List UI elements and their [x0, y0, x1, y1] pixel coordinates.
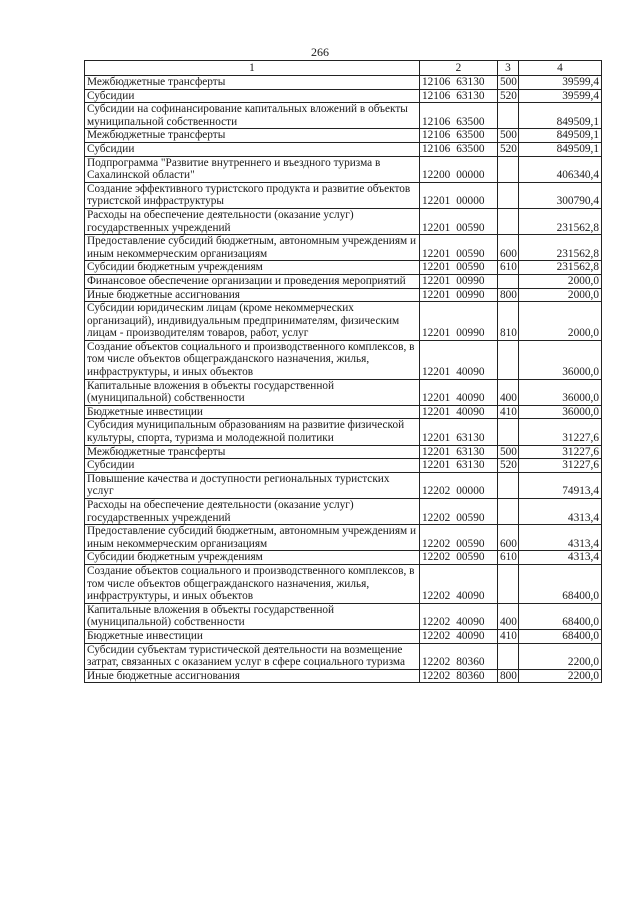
row-code-cell — [420, 405, 498, 419]
row-amount-cell: 4313,4 — [519, 551, 602, 565]
direction-code: 00990 — [456, 327, 485, 340]
row-code-cell — [420, 499, 498, 525]
table-row — [85, 405, 602, 419]
table-row — [85, 603, 602, 629]
table-row — [85, 208, 602, 234]
table-row — [85, 235, 602, 261]
direction-code: 00000 — [456, 195, 485, 208]
program-code: 12202 — [422, 537, 451, 550]
table-row — [85, 669, 602, 683]
row-type-cell: 520 — [498, 142, 519, 156]
program-code: 12202 — [422, 590, 451, 603]
direction-code: 00990 — [456, 274, 485, 287]
row-type-cell: 600 — [498, 235, 519, 261]
table-row — [85, 288, 602, 302]
program-code: 12201 — [422, 459, 451, 472]
row-type-cell: 500 — [498, 445, 519, 459]
direction-code: 00590 — [456, 247, 485, 260]
header-row — [85, 61, 602, 76]
row-code-cell — [420, 235, 498, 261]
row-name-cell: Предоставление субсидий бюджетным, автономным учреждениям и иным некоммерческим организациям — [85, 525, 420, 551]
row-type-cell — [498, 274, 519, 288]
table-row — [85, 379, 602, 405]
header-cell-type: 3 — [498, 61, 519, 76]
table-row — [85, 564, 602, 603]
row-code-cell — [420, 379, 498, 405]
row-name-cell: Субсидии юридическим лицам (кроме некоммерческих организаций), индивидуальным предпринимателям, физическим лицам - производителям товаров, работ, услуг — [85, 302, 420, 341]
table-row — [85, 129, 602, 143]
table-row — [85, 643, 602, 669]
row-amount-cell: 2000,0 — [519, 288, 602, 302]
row-type-cell: 610 — [498, 551, 519, 565]
row-amount-cell: 849509,1 — [519, 103, 602, 129]
row-code-cell — [420, 129, 498, 143]
direction-code: 80360 — [456, 669, 485, 682]
row-type-cell: 410 — [498, 629, 519, 643]
row-name-cell: Капитальные вложения в объекты государственной (муниципальной) собственности — [85, 379, 420, 405]
row-amount-cell: 231562,8 — [519, 208, 602, 234]
direction-code: 40090 — [456, 629, 485, 642]
row-code-cell — [420, 459, 498, 473]
program-code: 12201 — [422, 247, 451, 260]
row-type-cell — [498, 208, 519, 234]
program-code: 12106 — [422, 89, 451, 102]
program-code: 12201 — [422, 366, 451, 379]
row-amount-cell: 31227,6 — [519, 459, 602, 473]
row-amount-cell: 4313,4 — [519, 499, 602, 525]
row-amount-cell: 2000,0 — [519, 302, 602, 341]
row-type-cell — [498, 643, 519, 669]
table-row — [85, 103, 602, 129]
row-name-cell: Иные бюджетные ассигнования — [85, 288, 420, 302]
table-row — [85, 76, 602, 90]
row-name-cell: Межбюджетные трансферты — [85, 129, 420, 143]
direction-code: 40090 — [456, 366, 485, 379]
program-code: 12201 — [422, 288, 451, 301]
direction-code: 80360 — [456, 656, 485, 669]
row-code-cell — [420, 643, 498, 669]
row-type-cell — [498, 564, 519, 603]
row-code-cell — [420, 156, 498, 182]
row-code-cell — [420, 76, 498, 90]
program-code: 12106 — [422, 142, 451, 155]
row-code-cell — [420, 261, 498, 275]
row-name-cell: Субсидия муниципальным образованиям на развитие физической культуры, спорта, туризма и молодежной политики — [85, 419, 420, 445]
program-code: 12201 — [422, 405, 451, 418]
page-number: 266 — [311, 45, 329, 59]
row-code-cell — [420, 551, 498, 565]
row-amount-cell: 39599,4 — [519, 76, 602, 90]
row-amount-cell: 36000,0 — [519, 379, 602, 405]
row-amount-cell: 31227,6 — [519, 419, 602, 445]
row-name-cell: Расходы на обеспечение деятельности (оказание услуг) государственных учреждений — [85, 208, 420, 234]
direction-code: 00590 — [456, 221, 485, 234]
program-code: 12202 — [422, 511, 451, 524]
row-name-cell: Создание эффективного туристского продукта и развитие объектов туристской инфраструктуры — [85, 182, 420, 208]
direction-code: 63500 — [456, 129, 485, 142]
table-row — [85, 156, 602, 182]
row-type-cell — [498, 103, 519, 129]
row-type-cell: 800 — [498, 669, 519, 683]
row-amount-cell: 4313,4 — [519, 525, 602, 551]
table-row — [85, 274, 602, 288]
row-type-cell — [498, 182, 519, 208]
program-code: 12201 — [422, 327, 451, 340]
row-type-cell: 610 — [498, 261, 519, 275]
row-code-cell — [420, 525, 498, 551]
header-cell-name: 1 — [85, 61, 420, 76]
table-row — [85, 445, 602, 459]
table-body — [85, 76, 602, 683]
row-amount-cell: 300790,4 — [519, 182, 602, 208]
row-name-cell: Субсидии — [85, 89, 420, 103]
row-amount-cell: 849509,1 — [519, 142, 602, 156]
program-code: 12201 — [422, 221, 451, 234]
budget-table — [84, 60, 602, 683]
row-code-cell — [420, 629, 498, 643]
row-amount-cell: 68400,0 — [519, 629, 602, 643]
table-row — [85, 89, 602, 103]
program-code: 12201 — [422, 445, 451, 458]
row-code-cell — [420, 472, 498, 498]
row-code-cell — [420, 182, 498, 208]
program-code: 12200 — [422, 169, 451, 182]
row-type-cell: 520 — [498, 459, 519, 473]
row-code-cell — [420, 340, 498, 379]
row-code-cell — [420, 669, 498, 683]
program-code: 12202 — [422, 656, 451, 669]
direction-code: 00990 — [456, 288, 485, 301]
table-row — [85, 629, 602, 643]
row-amount-cell: 36000,0 — [519, 405, 602, 419]
row-type-cell: 500 — [498, 76, 519, 90]
row-name-cell: Субсидии на софинансирование капитальных вложений в объекты муниципальной собственности — [85, 103, 420, 129]
row-type-cell — [498, 340, 519, 379]
table-row — [85, 472, 602, 498]
row-code-cell — [420, 302, 498, 341]
program-code: 12202 — [422, 616, 451, 629]
table-row — [85, 261, 602, 275]
row-type-cell — [498, 499, 519, 525]
row-amount-cell: 31227,6 — [519, 445, 602, 459]
row-amount-cell: 2000,0 — [519, 274, 602, 288]
row-name-cell: Капитальные вложения в объекты государственной (муниципальной) собственности — [85, 603, 420, 629]
row-code-cell — [420, 419, 498, 445]
direction-code: 63130 — [456, 445, 485, 458]
row-type-cell: 800 — [498, 288, 519, 302]
direction-code: 00590 — [456, 537, 485, 550]
program-code: 12201 — [422, 274, 451, 287]
direction-code: 63130 — [456, 459, 485, 472]
program-code: 12106 — [422, 76, 451, 88]
row-type-cell: 400 — [498, 379, 519, 405]
row-code-cell — [420, 274, 498, 288]
program-code: 12201 — [422, 432, 451, 445]
row-name-cell: Иные бюджетные ассигнования — [85, 669, 420, 683]
program-code: 12106 — [422, 115, 451, 128]
direction-code: 40090 — [456, 392, 485, 405]
table-row — [85, 551, 602, 565]
row-name-cell: Создание объектов социального и производственного комплексов, в том числе объектов общегражданского назначения, жилья, инфраструктуры, и иных объектов — [85, 340, 420, 379]
row-amount-cell: 2200,0 — [519, 643, 602, 669]
direction-code: 00590 — [456, 511, 485, 524]
table-row — [85, 525, 602, 551]
direction-code: 63500 — [456, 142, 485, 155]
direction-code: 63500 — [456, 115, 485, 128]
row-name-cell: Межбюджетные трансферты — [85, 76, 420, 90]
row-name-cell: Субсидии — [85, 459, 420, 473]
row-code-cell — [420, 142, 498, 156]
table-row — [85, 302, 602, 341]
row-code-cell — [420, 445, 498, 459]
row-type-cell: 500 — [498, 129, 519, 143]
header-cell-amount: 4 — [519, 61, 602, 76]
row-name-cell: Межбюджетные трансферты — [85, 445, 420, 459]
table-row — [85, 499, 602, 525]
row-name-cell: Повышение качества и доступности региональных туристских услуг — [85, 472, 420, 498]
direction-code: 40090 — [456, 616, 485, 629]
program-code: 12201 — [422, 195, 451, 208]
row-amount-cell: 74913,4 — [519, 472, 602, 498]
direction-code: 40090 — [456, 590, 485, 603]
direction-code: 00000 — [456, 169, 485, 182]
program-code: 12106 — [422, 129, 451, 142]
row-code-cell — [420, 103, 498, 129]
row-amount-cell: 231562,8 — [519, 261, 602, 275]
row-amount-cell: 68400,0 — [519, 603, 602, 629]
direction-code: 00590 — [456, 551, 485, 564]
row-amount-cell: 231562,8 — [519, 235, 602, 261]
row-name-cell: Финансовое обеспечение организации и проведения мероприятий — [85, 274, 420, 288]
table-row — [85, 182, 602, 208]
row-type-cell — [498, 472, 519, 498]
row-name-cell: Субсидии бюджетным учреждениям — [85, 551, 420, 565]
direction-code: 00590 — [456, 261, 485, 274]
program-code: 12202 — [422, 551, 451, 564]
row-name-cell: Субсидии бюджетным учреждениям — [85, 261, 420, 275]
direction-code: 63130 — [456, 432, 485, 445]
program-code: 12202 — [422, 485, 451, 498]
row-type-cell: 600 — [498, 525, 519, 551]
row-type-cell: 520 — [498, 89, 519, 103]
row-amount-cell: 36000,0 — [519, 340, 602, 379]
direction-code: 40090 — [456, 405, 485, 418]
row-type-cell: 410 — [498, 405, 519, 419]
row-name-cell: Создание объектов социального и производственного комплексов, в том числе объектов общегражданского назначения, жилья, инфраструктуры, и иных объектов — [85, 564, 420, 603]
direction-code: 63130 — [456, 76, 485, 88]
row-name-cell: Предоставление субсидий бюджетным, автономным учреждениям и иным некоммерческим организациям — [85, 235, 420, 261]
row-code-cell — [420, 288, 498, 302]
row-name-cell: Бюджетные инвестиции — [85, 629, 420, 643]
program-code: 12202 — [422, 629, 451, 642]
row-type-cell — [498, 419, 519, 445]
table-row — [85, 459, 602, 473]
row-code-cell — [420, 603, 498, 629]
table-row — [85, 142, 602, 156]
row-name-cell: Подпрограмма "Развитие внутреннего и въездного туризма в Сахалинской области" — [85, 156, 420, 182]
row-code-cell — [420, 564, 498, 603]
program-code: 12202 — [422, 669, 451, 682]
row-name-cell: Бюджетные инвестиции — [85, 405, 420, 419]
row-name-cell: Субсидии — [85, 142, 420, 156]
program-code: 12201 — [422, 261, 451, 274]
program-code: 12201 — [422, 392, 451, 405]
table-row — [85, 419, 602, 445]
row-amount-cell: 849509,1 — [519, 129, 602, 143]
row-name-cell: Субсидии субъектам туристической деятельности на возмещение затрат, связанных с оказанием услуг в сфере социального туризма — [85, 643, 420, 669]
row-type-cell: 810 — [498, 302, 519, 341]
row-code-cell — [420, 89, 498, 103]
row-amount-cell: 68400,0 — [519, 564, 602, 603]
row-amount-cell: 39599,4 — [519, 89, 602, 103]
row-type-cell — [498, 156, 519, 182]
row-name-cell: Расходы на обеспечение деятельности (оказание услуг) государственных учреждений — [85, 499, 420, 525]
row-type-cell: 400 — [498, 603, 519, 629]
header-cell-code: 2 — [420, 61, 498, 76]
row-amount-cell: 406340,4 — [519, 156, 602, 182]
row-amount-cell: 2200,0 — [519, 669, 602, 683]
direction-code: 00000 — [456, 485, 485, 498]
row-code-cell — [420, 208, 498, 234]
table-row — [85, 340, 602, 379]
direction-code: 63130 — [456, 89, 485, 102]
